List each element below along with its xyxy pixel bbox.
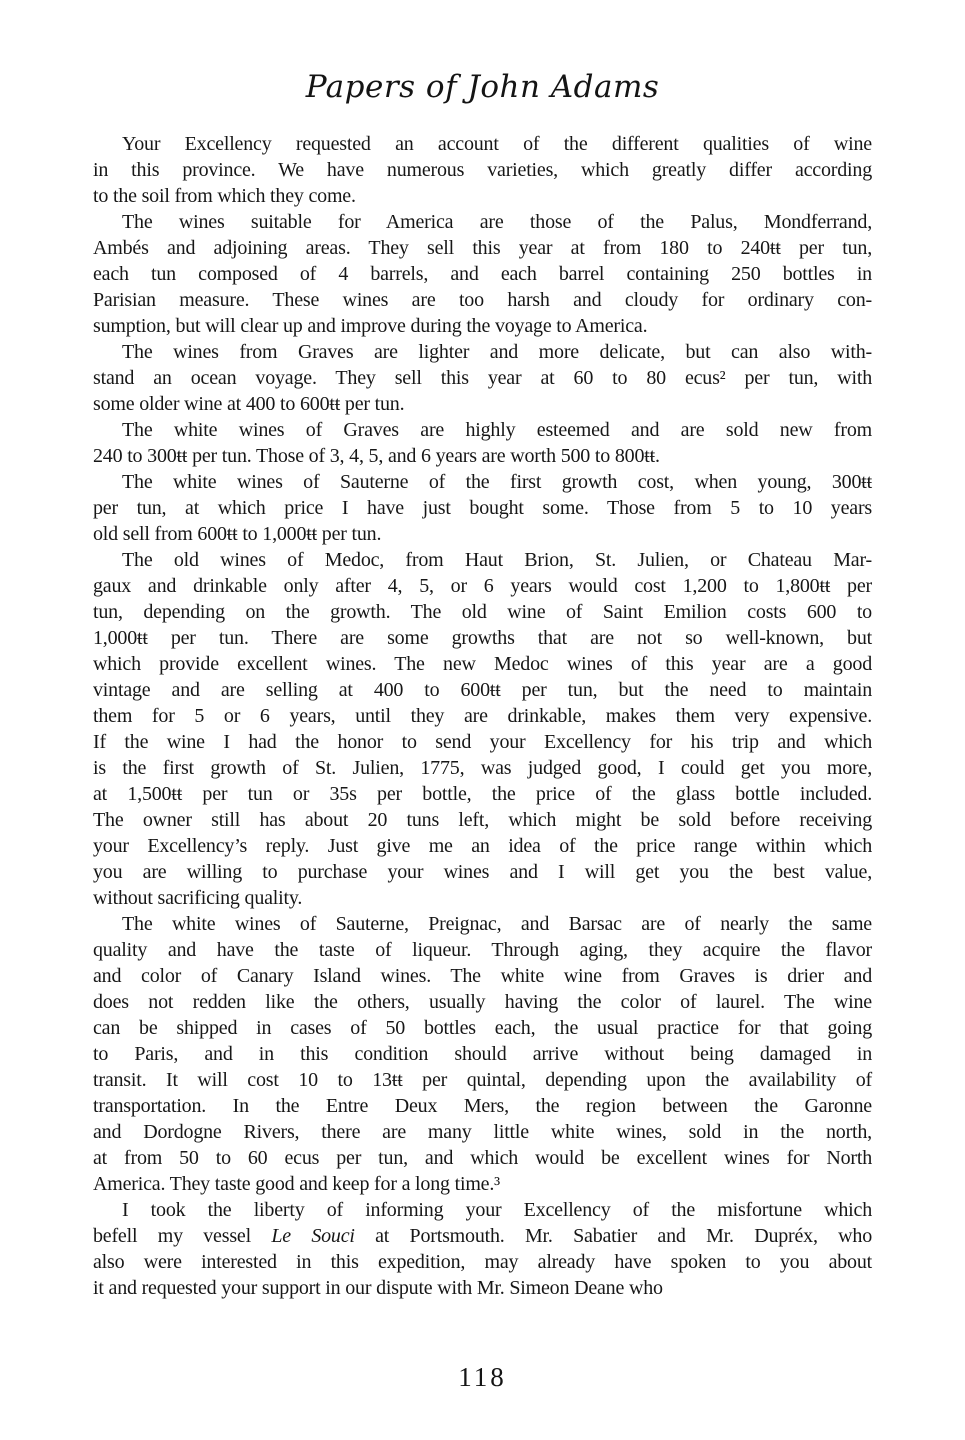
text-segment: The wines suitable for America are those of the Palus, Mondferrand, bbox=[122, 211, 872, 233]
text-segment: The white wines of Sauterne of the first growth cost, when young, 300ŧŧ bbox=[122, 471, 872, 493]
text-segment: Ambés and adjoining areas. They sell this year at from 180 to 240ŧŧ per tun, bbox=[93, 237, 872, 259]
text-segment: transit. It will cost 10 to 13ŧŧ per quintal, depending upon the availability of bbox=[93, 1069, 872, 1091]
text-line bbox=[93, 885, 872, 911]
text-segment: Your Excellency requested an account of the different qualities of wine bbox=[122, 133, 872, 155]
text-segment: 240 to 300ŧŧ per tun. Those of 3, 4, 5, and 6 years are worth 500 to 800ŧŧ. bbox=[93, 445, 660, 467]
text-segment: vintage and are selling at 400 to 600ŧŧ per tun, but the need to maintain bbox=[93, 679, 872, 701]
text-segment: per tun, at which price I have just bought some. Those from 5 to 10 years bbox=[93, 497, 872, 519]
text-line bbox=[93, 1223, 872, 1249]
text-segment: Parisian measure. These wines are too harsh and cloudy for ordinary con- bbox=[93, 289, 872, 311]
paragraph bbox=[93, 339, 872, 417]
text-line bbox=[93, 547, 872, 573]
text-line bbox=[93, 235, 872, 261]
text-line bbox=[93, 1171, 872, 1197]
text-segment: quality and have the taste of liqueur. Through aging, they acquire the flavor bbox=[93, 939, 872, 961]
text-line bbox=[93, 1067, 872, 1093]
vessel-name-italic: Le Souci bbox=[271, 1225, 355, 1247]
text-line bbox=[93, 313, 872, 339]
text-segment: at from 50 to 60 ecus per tun, and which would be excellent wines for North bbox=[93, 1147, 872, 1169]
text-line bbox=[93, 937, 872, 963]
text-line bbox=[93, 781, 872, 807]
text-segment: The owner still has about 20 tuns left, which might be sold before receiving bbox=[93, 809, 872, 831]
text-segment: old sell from 600ŧŧ to 1,000ŧŧ per tun. bbox=[93, 523, 382, 545]
text-segment: The wines from Graves are lighter and more delicate, but can also with- bbox=[122, 341, 872, 363]
text-line bbox=[93, 703, 872, 729]
text-line bbox=[93, 521, 872, 547]
text-line bbox=[93, 989, 872, 1015]
text-line bbox=[93, 287, 872, 313]
text-line bbox=[93, 131, 872, 157]
text-line bbox=[93, 911, 872, 937]
text-line bbox=[93, 157, 872, 183]
text-segment: tun, depending on the growth. The old wine of Saint Emilion costs 600 to bbox=[93, 601, 872, 623]
letter-body bbox=[93, 131, 872, 1301]
text-line bbox=[93, 209, 872, 235]
text-line bbox=[93, 677, 872, 703]
text-segment: I took the liberty of informing your Excellency of the misfortune which bbox=[122, 1199, 872, 1221]
text-line bbox=[93, 755, 872, 781]
text-line bbox=[93, 625, 872, 651]
text-segment: at 1,500ŧŧ per tun or 35s per bottle, the price of the glass bottle included. bbox=[93, 783, 872, 805]
text-line bbox=[93, 859, 872, 885]
text-segment: you are willing to purchase your wines and I will get you the best value, bbox=[93, 861, 872, 883]
text-line bbox=[93, 1015, 872, 1041]
running-head: Papers of John Adams bbox=[305, 69, 660, 105]
text-line bbox=[93, 573, 872, 599]
text-segment: The old wines of Medoc, from Haut Brion, St. Julien, or Chateau Mar- bbox=[122, 549, 872, 571]
paragraph bbox=[93, 547, 872, 911]
text-line bbox=[93, 833, 872, 859]
text-segment: America. They taste good and keep for a long time.³ bbox=[93, 1173, 500, 1195]
text-segment: which provide excellent wines. The new Medoc wines of this year are a good bbox=[93, 653, 872, 675]
paragraph bbox=[93, 1197, 872, 1301]
text-line bbox=[93, 1249, 872, 1275]
text-segment: in this province. We have numerous varieties, which greatly differ according bbox=[93, 159, 872, 181]
paragraph bbox=[93, 469, 872, 547]
text-segment: and color of Canary Island wines. The white wine from Graves is drier and bbox=[93, 965, 872, 987]
text-segment: can be shipped in cases of 50 bottles each, the usual practice for that going bbox=[93, 1017, 872, 1039]
text-line bbox=[93, 183, 872, 209]
text-segment: 1,000ŧŧ per tun. There are some growths that are not so well-known, but bbox=[93, 627, 872, 649]
text-line bbox=[93, 417, 872, 443]
text-line bbox=[93, 1145, 872, 1171]
page-number: 118 bbox=[458, 1362, 507, 1392]
text-line bbox=[93, 443, 872, 469]
text-line bbox=[93, 729, 872, 755]
paragraph bbox=[93, 131, 872, 209]
text-line bbox=[93, 495, 872, 521]
text-line bbox=[93, 599, 872, 625]
text-segment: is the first growth of St. Julien, 1775, was judged good, I could get you more, bbox=[93, 757, 872, 779]
text-segment: sumption, but will clear up and improve during the voyage to America. bbox=[93, 315, 648, 337]
text-segment: befell my vessel bbox=[93, 1225, 272, 1247]
text-segment: transportation. In the Entre Deux Mers, the region between the Garonne bbox=[93, 1095, 872, 1117]
paragraph bbox=[93, 911, 872, 1197]
text-line bbox=[93, 1275, 872, 1301]
text-line bbox=[93, 339, 872, 365]
text-segment: at Portsmouth. Mr. Sabatier and Mr. Dupréx, who bbox=[354, 1225, 873, 1247]
text-segment: The white wines of Sauterne, Preignac, and Barsac are of nearly the same bbox=[122, 913, 872, 935]
text-line bbox=[93, 365, 872, 391]
text-segment: and Dordogne Rivers, there are many little white wines, sold in the north, bbox=[93, 1121, 872, 1143]
text-line bbox=[93, 807, 872, 833]
paragraph bbox=[93, 209, 872, 339]
text-segment: also were interested in this expedition, may already have spoken to you about bbox=[93, 1251, 872, 1273]
text-segment: to Paris, and in this condition should arrive without being damaged in bbox=[93, 1043, 872, 1065]
text-line bbox=[93, 963, 872, 989]
text-segment: gaux and drinkable only after 4, 5, or 6 years would cost 1,200 to 1,800ŧŧ per bbox=[93, 575, 872, 597]
text-line bbox=[93, 1119, 872, 1145]
text-segment: them for 5 or 6 years, until they are drinkable, makes them very expensive. bbox=[93, 705, 872, 727]
paragraph bbox=[93, 417, 872, 469]
text-segment: If the wine I had the honor to send your Excellency for his trip and which bbox=[93, 731, 872, 753]
text-segment: some older wine at 400 to 600ŧŧ per tun. bbox=[93, 393, 405, 415]
text-line bbox=[93, 651, 872, 677]
text-line bbox=[93, 261, 872, 287]
text-segment: stand an ocean voyage. They sell this year at 60 to 80 ecus² per tun, with bbox=[93, 367, 872, 389]
text-segment: to the soil from which they come. bbox=[93, 185, 356, 207]
text-segment: your Excellency’s reply. Just give me an idea of the price range within which bbox=[93, 835, 872, 857]
text-segment: it and requested your support in our dispute with Mr. Simeon Deane who bbox=[93, 1277, 663, 1299]
text-segment: without sacrificing quality. bbox=[93, 887, 303, 909]
text-line bbox=[93, 1197, 872, 1223]
text-line bbox=[93, 1093, 872, 1119]
text-line bbox=[93, 391, 872, 417]
text-segment: each tun composed of 4 barrels, and each barrel containing 250 bottles in bbox=[93, 263, 872, 285]
text-segment: The white wines of Graves are highly esteemed and are sold new from bbox=[122, 419, 872, 441]
text-segment: does not redden like the others, usually having the color of laurel. The wine bbox=[93, 991, 872, 1013]
text-line bbox=[93, 469, 872, 495]
text-line bbox=[93, 1041, 872, 1067]
